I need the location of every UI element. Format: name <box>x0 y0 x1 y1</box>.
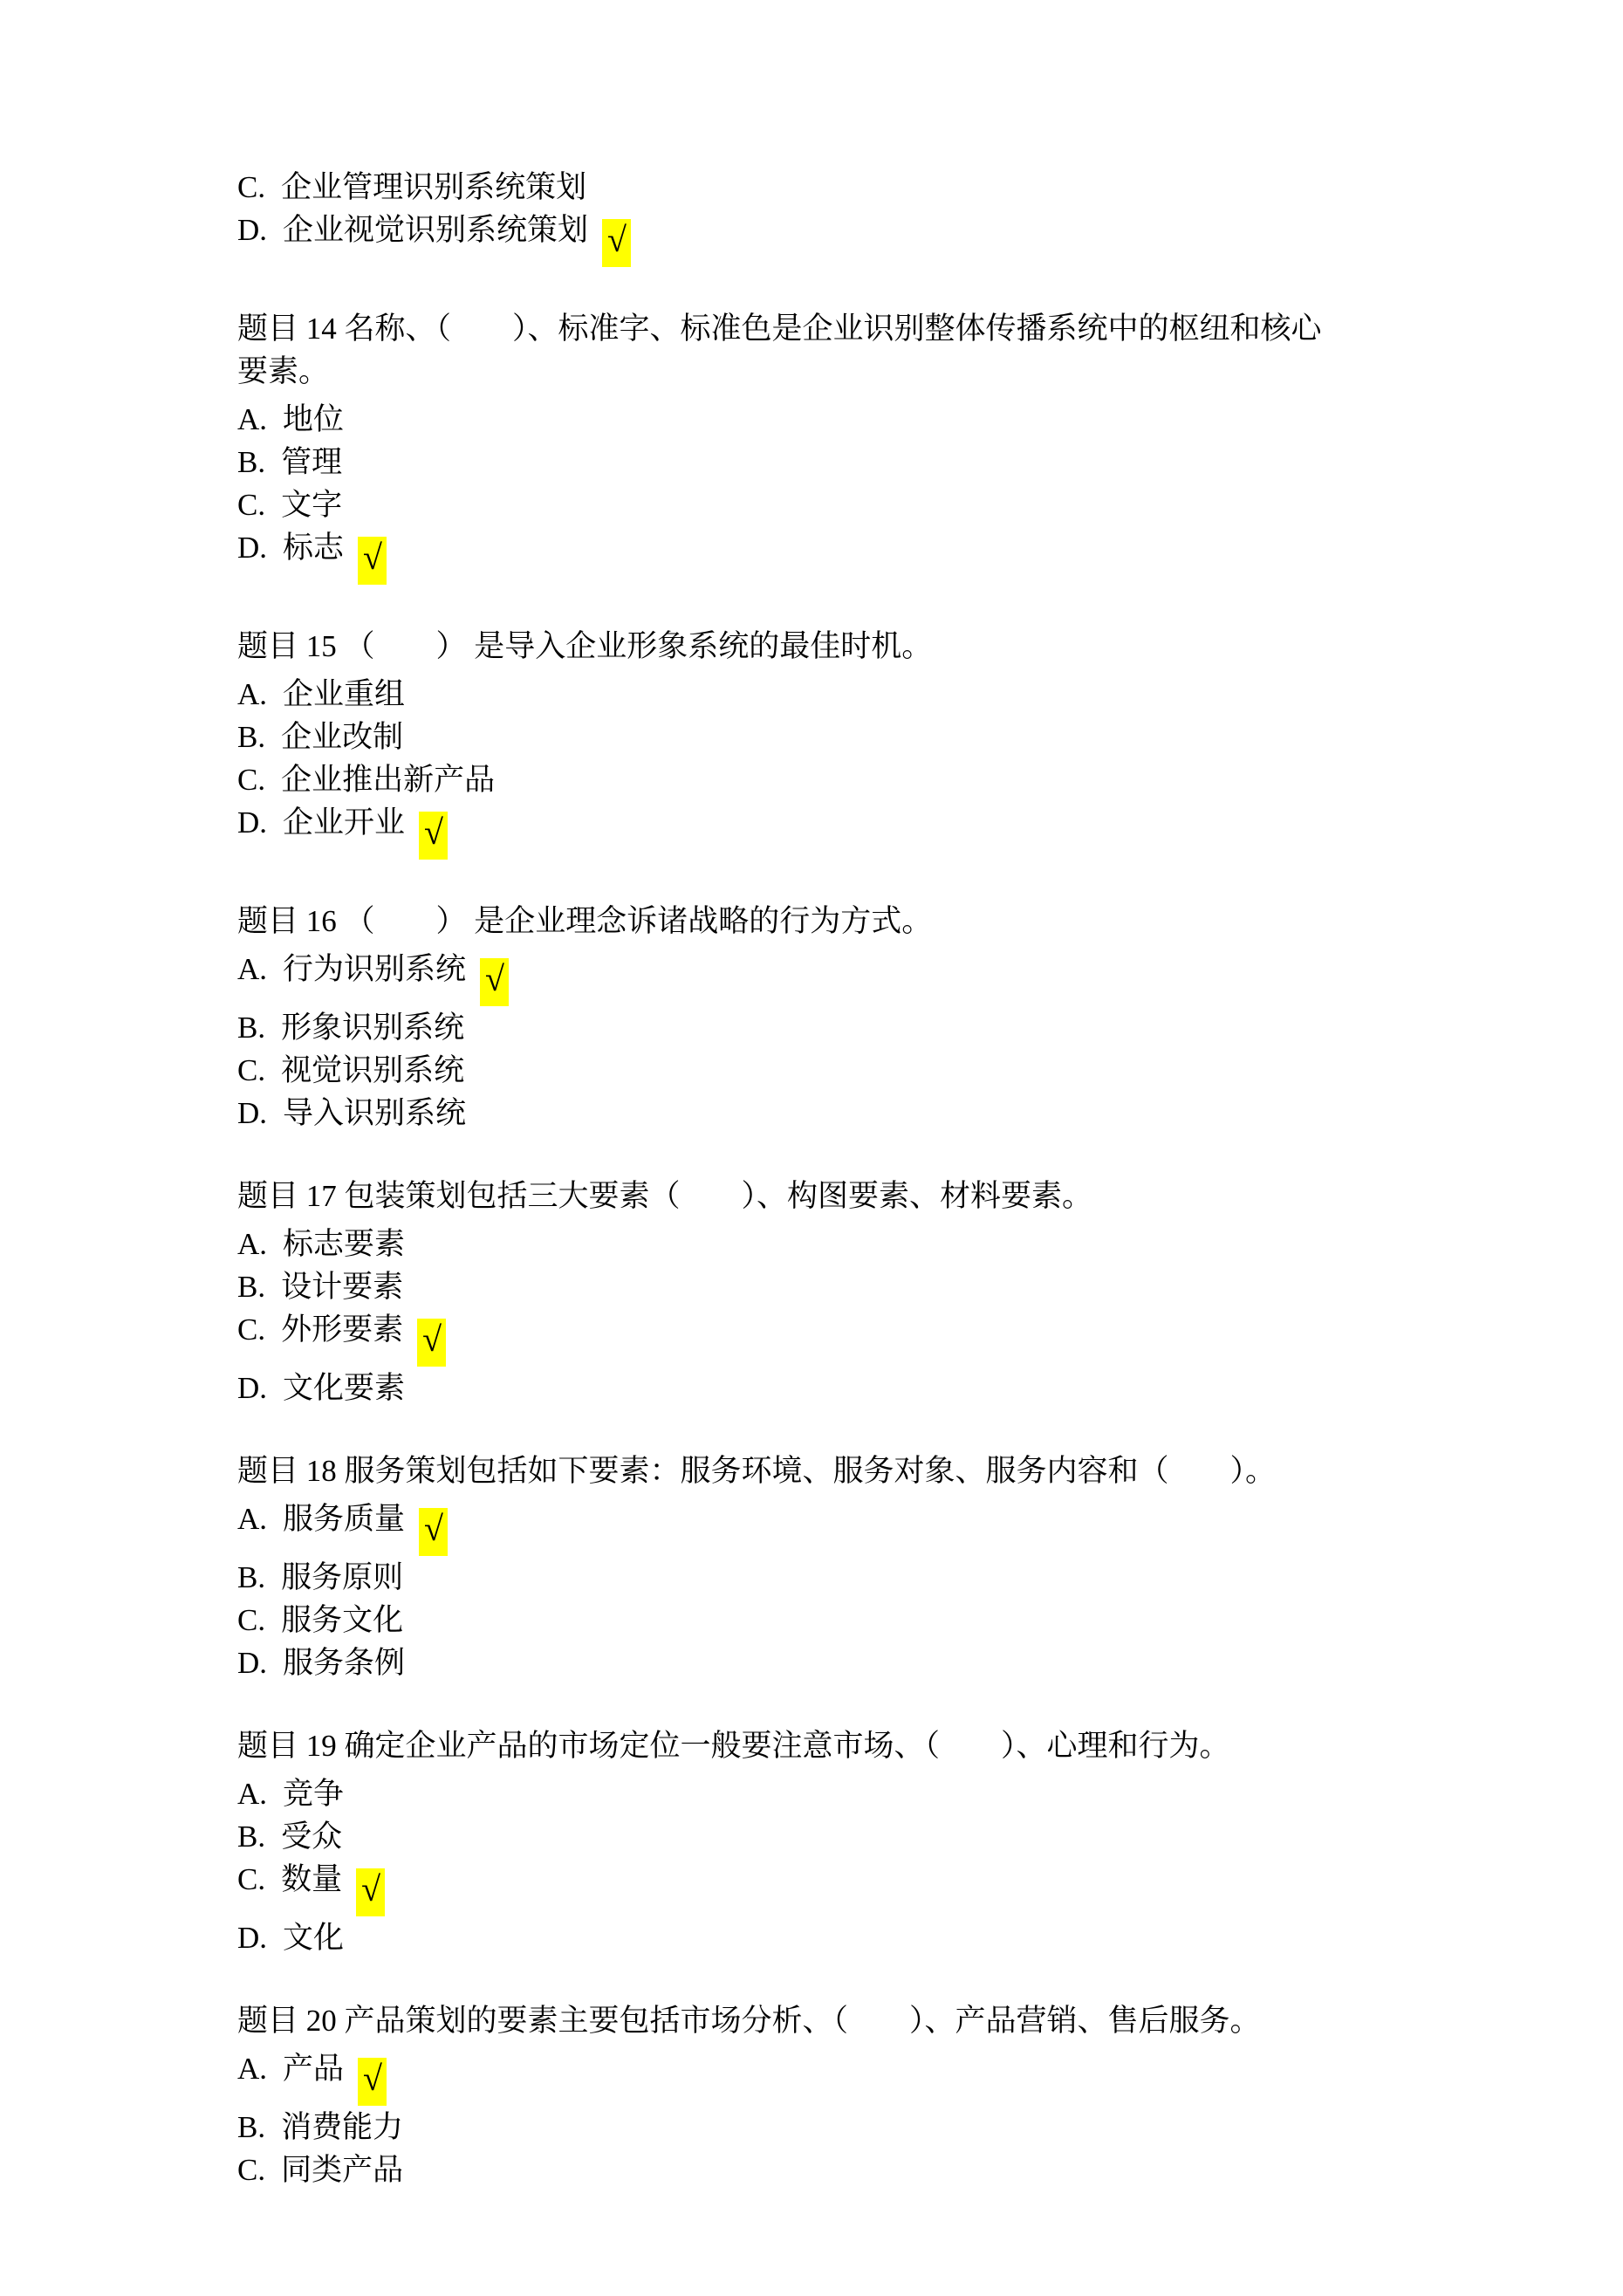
option-text: 管理 <box>281 445 343 479</box>
option-label: A. <box>237 952 268 986</box>
question-options <box>237 1223 1386 1409</box>
option-line <box>237 441 1386 483</box>
question-options <box>237 1772 1386 1959</box>
option-line <box>237 1641 1386 1684</box>
answer-checkmark: √ <box>358 2058 387 2106</box>
answer-checkmark: √ <box>358 537 387 585</box>
option-line <box>237 948 1386 1006</box>
option-line <box>237 1006 1386 1049</box>
option-line <box>237 1599 1386 1641</box>
option-text: 产品 <box>283 2052 345 2086</box>
question-block <box>237 307 1386 585</box>
option-line <box>237 209 1386 267</box>
option-label: C. <box>237 1603 266 1637</box>
question-options <box>237 2047 1386 2191</box>
option-line <box>237 1223 1386 1265</box>
leading-options <box>237 166 1386 267</box>
option-label: D. <box>237 213 268 247</box>
option-text: 文化 <box>283 1921 345 1955</box>
question-stem <box>237 1999 1386 2042</box>
option-label: A. <box>237 1227 268 1261</box>
option-label: D. <box>237 1921 268 1955</box>
option-line <box>237 483 1386 526</box>
option-line <box>237 716 1386 758</box>
option-label: C. <box>237 1312 266 1347</box>
question-block <box>237 900 1386 1134</box>
option-line <box>237 1367 1386 1409</box>
option-label: A. <box>237 1777 268 1811</box>
option-line <box>237 398 1386 441</box>
question-stem <box>237 1175 1386 1217</box>
option-text: 消费能力 <box>281 2110 404 2144</box>
option-line <box>237 526 1386 585</box>
question-stem-line: 要素。 <box>237 354 330 388</box>
question-block <box>237 1999 1386 2191</box>
option-label: C. <box>237 1053 266 1087</box>
option-text: 标志 <box>283 531 345 565</box>
option-text: 服务条例 <box>283 1646 406 1680</box>
option-text: 地位 <box>283 402 345 436</box>
question-options <box>237 398 1386 585</box>
question-block <box>237 1724 1386 1959</box>
option-text: 竞争 <box>283 1777 345 1811</box>
question-stem-line: 题目 17 包装策划包括三大要素（ ）、构图要素、材料要素。 <box>237 1179 1093 1213</box>
option-text: 视觉识别系统 <box>281 1053 465 1087</box>
option-line <box>237 758 1386 801</box>
option-line <box>237 1308 1386 1367</box>
option-text: 同类产品 <box>281 2153 404 2187</box>
option-label: D. <box>237 1371 268 1405</box>
question-stem-line: 题目 14 名称、（ ）、标准字、标准色是企业识别整体传播系统中的枢纽和核心 <box>237 312 1322 346</box>
option-label: C. <box>237 488 266 522</box>
answer-checkmark: √ <box>356 1868 385 1916</box>
question-stem-line: 题目 19 确定企业产品的市场定位一般要注意市场、（ ）、心理和行为。 <box>237 1729 1230 1763</box>
option-line <box>237 2106 1386 2149</box>
question-stem-line: 题目 20 产品策划的要素主要包括市场分析、（ ）、产品营销、售后服务。 <box>237 2004 1261 2038</box>
option-label: D. <box>237 805 268 840</box>
answer-checkmark: √ <box>480 958 509 1006</box>
option-line <box>237 1092 1386 1134</box>
question-options <box>237 673 1386 860</box>
option-label: C. <box>237 763 266 797</box>
option-label: B. <box>237 2110 266 2144</box>
option-text: 行为识别系统 <box>283 952 467 986</box>
option-text: 服务质量 <box>283 1502 406 1536</box>
option-line <box>237 1815 1386 1858</box>
option-label: B. <box>237 445 266 479</box>
option-label: A. <box>237 402 268 436</box>
question-stem <box>237 900 1386 942</box>
option-label: B. <box>237 720 266 754</box>
question-stem <box>237 1724 1386 1767</box>
option-line <box>237 1556 1386 1599</box>
question-stem-line: 题目 16 （ ） 是企业理念诉诸战略的行为方式。 <box>237 904 933 938</box>
option-text: 企业视觉识别系统策划 <box>283 213 589 247</box>
option-line <box>237 1265 1386 1308</box>
answer-checkmark: √ <box>419 812 448 860</box>
option-text: 企业管理识别系统策划 <box>281 170 587 204</box>
option-label: B. <box>237 1820 266 1854</box>
answer-checkmark: √ <box>602 219 631 267</box>
question-stem-line: 题目 15 （ ） 是导入企业形象系统的最佳时机。 <box>237 629 933 663</box>
question-stem <box>237 307 1386 393</box>
option-text: 设计要素 <box>281 1270 404 1304</box>
option-line <box>237 1049 1386 1092</box>
option-label: C. <box>237 2153 266 2187</box>
option-text: 服务文化 <box>281 1603 404 1637</box>
answer-checkmark: √ <box>419 1508 448 1556</box>
option-text: 服务原则 <box>281 1560 404 1594</box>
option-label: A. <box>237 677 268 711</box>
questions <box>237 307 1386 2191</box>
option-label: A. <box>237 1502 268 1536</box>
option-line <box>237 2149 1386 2191</box>
option-label: B. <box>237 1270 266 1304</box>
option-line <box>237 1916 1386 1959</box>
answer-checkmark: √ <box>417 1319 446 1367</box>
option-line <box>237 1498 1386 1556</box>
option-text: 企业推出新产品 <box>281 763 496 797</box>
option-line <box>237 801 1386 860</box>
option-text: 标志要素 <box>283 1227 406 1261</box>
option-line <box>237 673 1386 716</box>
option-label: A. <box>237 2052 268 2086</box>
question-options <box>237 1498 1386 1684</box>
option-text: 受众 <box>281 1820 343 1854</box>
option-text: 企业改制 <box>281 720 404 754</box>
option-text: 外形要素 <box>281 1312 404 1347</box>
option-line <box>237 1858 1386 1916</box>
option-text: 企业开业 <box>283 805 406 840</box>
option-text: 导入识别系统 <box>283 1096 467 1130</box>
option-label: B. <box>237 1011 266 1045</box>
option-label: D. <box>237 1096 268 1130</box>
option-label: C. <box>237 1862 266 1896</box>
option-label: D. <box>237 1646 268 1680</box>
option-text: 形象识别系统 <box>281 1011 465 1045</box>
option-line <box>237 2047 1386 2106</box>
question-options <box>237 948 1386 1134</box>
option-label: C. <box>237 170 266 204</box>
question-stem <box>237 1450 1386 1492</box>
question-block <box>237 625 1386 860</box>
question-stem <box>237 625 1386 668</box>
question-block <box>237 1450 1386 1684</box>
question-block <box>237 1175 1386 1409</box>
question-stem-line: 题目 18 服务策划包括如下要素：服务环境、服务对象、服务内容和（ ）。 <box>237 1454 1277 1488</box>
option-line <box>237 166 1386 209</box>
option-line <box>237 1772 1386 1815</box>
option-label: B. <box>237 1560 266 1594</box>
option-text: 文字 <box>281 488 343 522</box>
option-text: 文化要素 <box>283 1371 406 1405</box>
option-text: 企业重组 <box>283 677 406 711</box>
option-text: 数量 <box>281 1862 343 1896</box>
option-label: D. <box>237 531 268 565</box>
